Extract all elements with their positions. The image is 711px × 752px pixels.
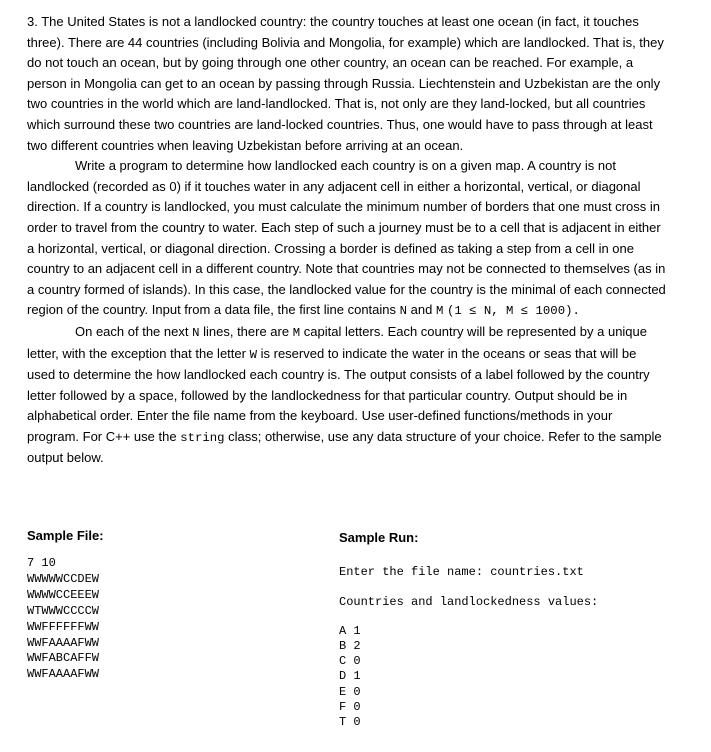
task-and: and: [410, 302, 433, 318]
result-line: A 1: [339, 623, 361, 638]
constraint: (1 ≤ N, M ≤ 1000).: [447, 304, 580, 319]
result-line: E 0: [339, 684, 361, 699]
var-w: W: [249, 347, 257, 362]
var-n: N: [399, 304, 408, 319]
result-line: T 0: [339, 715, 361, 730]
sample-file-line: WWFABCAFFW: [27, 651, 100, 666]
sample-file-line: WWFFFFFFWW: [27, 619, 100, 634]
sample-file-line: WTWWWCCCCW: [27, 603, 100, 618]
paragraph-input: [27, 322, 667, 469]
sample-file-contents: [27, 556, 104, 683]
var-n-2: N: [192, 325, 200, 340]
sample-run-results: [339, 624, 598, 730]
string-keyword: string: [180, 430, 225, 445]
sample-file-line: WWFAAAAFWW: [27, 635, 100, 650]
result-line: F 0: [339, 699, 361, 714]
sample-file-line: WWWWWCCDEW: [27, 571, 100, 586]
input-text-e: class; otherwise, use any data structure of your choice. Refer to the sample output below.: [27, 428, 662, 466]
result-line: C 0: [339, 654, 361, 669]
sample-run-prompt: Enter the file name: countries.txt: [339, 565, 584, 579]
sample-run-label: Countries and landlockedness values:: [339, 594, 599, 609]
sample-file-line: 7 10: [27, 556, 56, 570]
sample-file-heading: Sample File:: [27, 528, 104, 543]
var-m: M: [435, 304, 444, 319]
sample-file-line: WWWWCCEEEW: [27, 587, 100, 602]
input-text-d: is reserved to indicate the water in the oceans or seas that will be used to determine the how landlocked each country is. The output consists of a label followed by the country letter followed by a space, followed by the landlockedness for that particular country. Output should be in alphabetical order. Enter the file name from the keyboard. Use user-defined functions/methods in your program. For C++ use the: [27, 345, 650, 444]
input-text-b: lines, there are: [203, 323, 290, 339]
paragraph-task: [27, 156, 667, 322]
sample-file-line: WWFAAAAFWW: [27, 667, 100, 682]
sample-file: [27, 528, 104, 683]
sample-run-heading: Sample Run:: [339, 530, 419, 545]
sample-run: [339, 530, 598, 730]
result-line: B 2: [339, 639, 361, 654]
task-text: Write a program to determine how landlocked each country is on a given map. A country is not landlocked (recorded as 0) if it touches water in any adjacent cell in either a horizontal, vertical, or diagonal direction. If a country is landlocked, you must calculate the minimum number of borders that one must cross in order to travel from the country to water. Each step of such a journey must be to a cell that is adjacent in either a horizontal, vertical, or diagonal direction. Crossing a border is defined as taking a step from a cell in one country to an adjacent cell in a different country. Note that countries may not be connected to themselves (as in a country formed of islands). In this case, the landlocked value for the country is the minimal of each connected region of the country. Input from a data file, the first line contains: [27, 158, 666, 318]
input-text-a: On each of the next: [75, 323, 189, 339]
result-line: D 1: [339, 669, 361, 684]
var-m-2: M: [292, 325, 301, 340]
input-text-c: capital letters. Each country will be represented by a unique letter, with the exception that the letter: [27, 323, 647, 361]
paragraph-intro: 3. The United States is not a landlocked country: the country touches at least one ocean (in fact, it touches three). There are 44 countries (including Bolivia and Mongolia, for example) which are landlocked. That is, they do not touch an ocean, but by going through one other country, an ocean can be reached. For example, a person in Mongolia can get to an ocean by passing through Russia. Liechtenstein and Uzbekistan are the only two countries in the world which are land-landlocked. That is, not only are they land-locked, but all countries which surround these two countries are land-locked countries. Thus, one would have to pass through at least two different countries when leaving Uzbekistan before arriving at an ocean.: [27, 14, 664, 153]
problem-statement: [27, 12, 667, 469]
